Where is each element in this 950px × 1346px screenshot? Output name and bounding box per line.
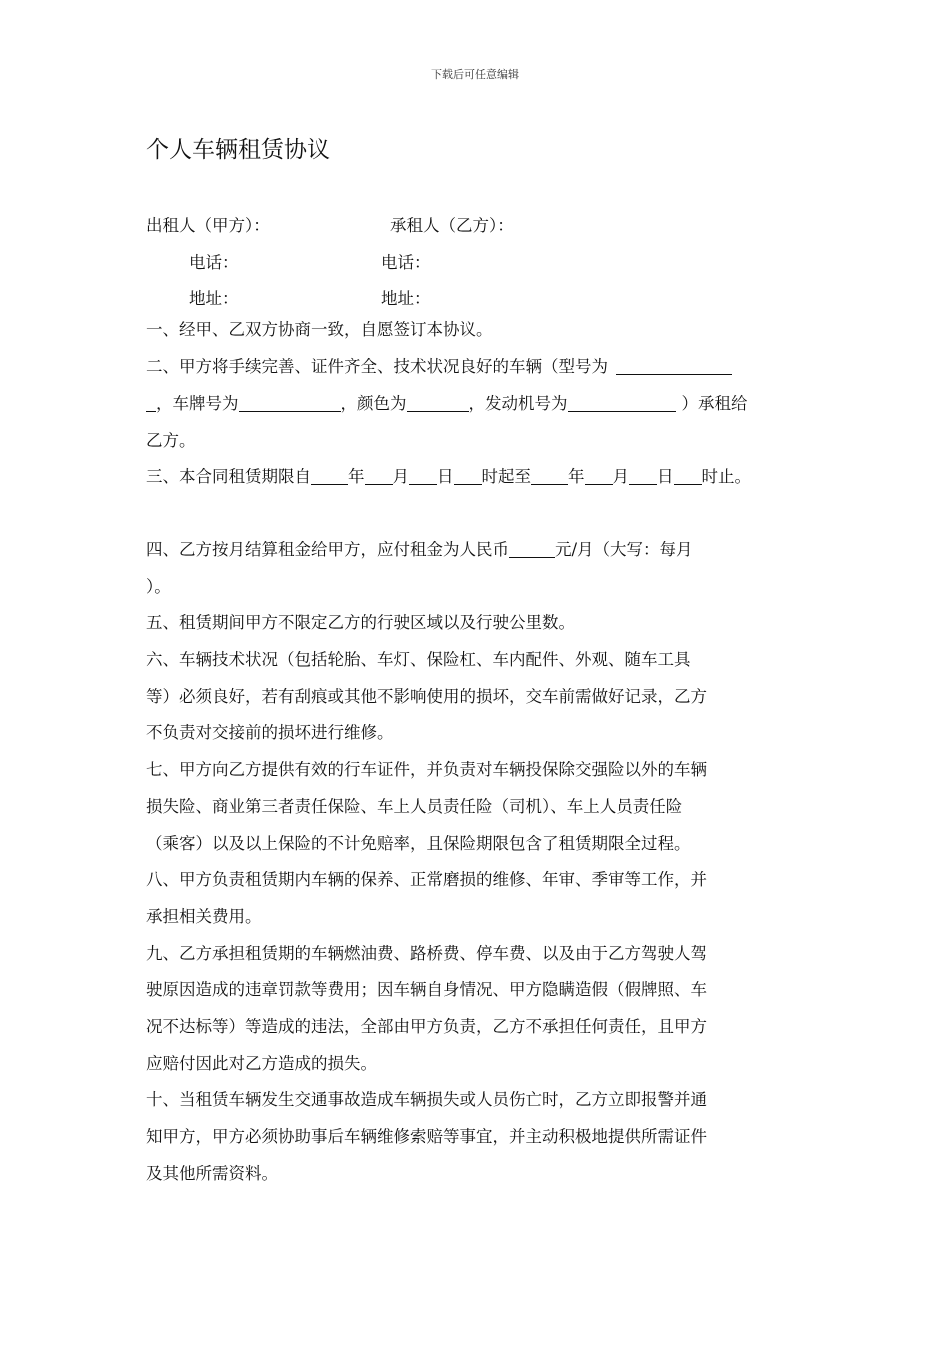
clause-2-line-2 xyxy=(146,392,748,416)
model-blank xyxy=(616,356,732,375)
end-hour-blank xyxy=(674,466,702,485)
plate-blank xyxy=(239,393,341,412)
end-year-blank xyxy=(531,466,568,485)
start-year-label: 年 xyxy=(348,467,365,486)
end-day-blank xyxy=(629,466,657,485)
lessee-label: 承租人（乙方）： xyxy=(390,216,514,235)
clause-1: 一、经甲、乙双方协商一致，自愿签订本协议。 xyxy=(146,320,493,339)
end-month-label: 月 xyxy=(612,467,629,486)
color-label: ，颜色为 xyxy=(340,394,407,413)
engine-blank xyxy=(568,393,676,412)
header-note: 下载后可任意编辑 xyxy=(431,68,519,81)
lessor-label: 出租人（甲方）： xyxy=(146,216,270,235)
clause-2-line-3: 乙方。 xyxy=(146,431,196,450)
start-year-blank xyxy=(311,466,348,485)
lessor-address: 地址： xyxy=(189,289,239,308)
model-blank-continued xyxy=(146,393,156,412)
engine-label: ，发动机号为 xyxy=(468,394,568,413)
clause-2-text: 二、甲方将手续完善、证件齐全、技术状况良好的车辆（型号为 xyxy=(146,357,608,376)
clause-6-line-2: 等）必须良好，若有刮痕或其他不影响使用的损坏，交车前需做好记录，乙方 xyxy=(146,687,707,706)
end-hour-label: 时止。 xyxy=(701,467,751,486)
end-day-label: 日 xyxy=(657,467,674,486)
start-month-label: 月 xyxy=(392,467,409,486)
rent-label: 四、乙方按月结算租金给甲方，应付租金为人民币 xyxy=(146,540,509,559)
start-hour-label: 时起至 xyxy=(481,467,531,486)
start-day-label: 日 xyxy=(437,467,454,486)
start-month-blank xyxy=(365,466,393,485)
clause-8-line-2: 承担相关费用。 xyxy=(146,907,262,926)
clause-5: 五、租赁期间甲方不限定乙方的行驶区域以及行驶公里数。 xyxy=(146,613,575,632)
clause-9-line-3: 况不达标等）等造成的违法，全部由甲方负责，乙方不承担任何责任，且甲方 xyxy=(146,1017,707,1036)
end-month-blank xyxy=(585,466,613,485)
plate-label: ，车牌号为 xyxy=(156,394,239,413)
clause-4-line-2: ）。 xyxy=(146,577,171,596)
color-blank xyxy=(407,393,469,412)
clause-2-line-1 xyxy=(146,355,732,379)
clause-3 xyxy=(146,465,751,489)
lessee-phone: 电话： xyxy=(381,253,431,272)
clause-6-line-1: 六、车辆技术状况（包括轮胎、车灯、保险杠、车内配件、外观、随车工具 xyxy=(146,650,691,669)
clause-7-line-3: （乘客）以及以上保险的不计免赔率，且保险期限包含了租赁期限全过程。 xyxy=(146,834,691,853)
clause-7-line-2: 损失险、商业第三者责任保险、车上人员责任险（司机）、车上人员责任险 xyxy=(146,797,683,816)
clause-10-line-2: 知甲方，甲方必须协助事后车辆维修索赔等事宜，并主动积极地提供所需证件 xyxy=(146,1127,707,1146)
term-label: 三、本合同租赁期限自 xyxy=(146,467,311,486)
lease-to-text: ）承租给 xyxy=(681,394,748,413)
document-title: 个人车辆租赁协议 xyxy=(146,137,330,163)
clause-10-line-1: 十、当租赁车辆发生交通事故造成车辆损失或人员伤亡时，乙方立即报警并通 xyxy=(146,1090,707,1109)
end-year-label: 年 xyxy=(568,467,585,486)
rent-unit-text: 元/月（大写：每月 xyxy=(555,540,693,559)
clause-7-line-1: 七、甲方向乙方提供有效的行车证件，并负责对车辆投保除交强险以外的车辆 xyxy=(146,760,707,779)
start-day-blank xyxy=(409,466,437,485)
clause-6-line-3: 不负责对交接前的损坏进行维修。 xyxy=(146,723,394,742)
rent-amount-blank xyxy=(509,539,555,558)
lessor-phone: 电话： xyxy=(189,253,239,272)
start-hour-blank xyxy=(454,466,482,485)
lessee-address: 地址： xyxy=(381,289,431,308)
clause-9-line-2: 驶原因造成的违章罚款等费用；因车辆自身情况、甲方隐瞒造假（假牌照、车 xyxy=(146,980,707,999)
clause-9-line-1: 九、乙方承担租赁期的车辆燃油费、路桥费、停车费、以及由于乙方驾驶人驾 xyxy=(146,944,707,963)
clause-10-line-3: 及其他所需资料。 xyxy=(146,1164,278,1183)
clause-9-line-4: 应赔付因此对乙方造成的损失。 xyxy=(146,1054,377,1073)
clause-4-line-1 xyxy=(146,538,693,562)
clause-8-line-1: 八、甲方负责租赁期内车辆的保养、正常磨损的维修、年审、季审等工作，并 xyxy=(146,870,707,889)
